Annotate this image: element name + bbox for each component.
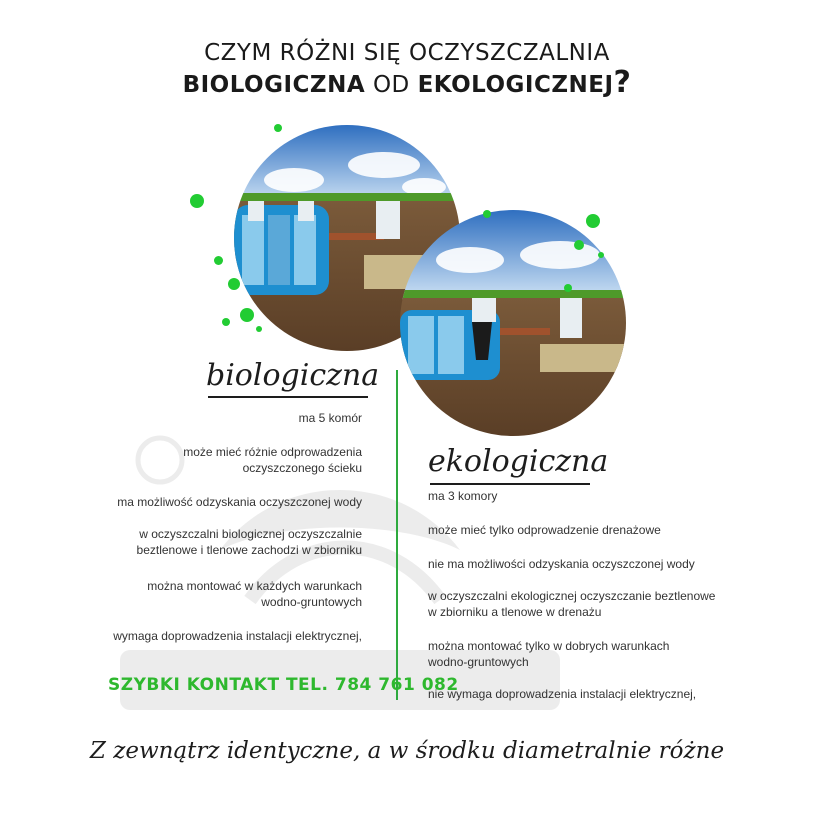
list-biologiczna (82, 410, 362, 650)
title-bold-biologiczna: BIOLOGICZNA (182, 72, 366, 98)
green-dot (222, 318, 230, 326)
green-dot (240, 308, 254, 322)
heading-biologiczna: biologiczna (206, 358, 380, 393)
green-dot (586, 214, 600, 228)
title-line-2 (0, 65, 814, 100)
list-item: można montować w każdych warunkach wodno-gruntowych (147, 579, 362, 609)
green-dot (483, 210, 491, 218)
list-item: może mieć tylko odprowadzenie drenażowe (428, 523, 661, 537)
green-dot (274, 124, 282, 132)
ecological-plant-illustration (400, 210, 626, 436)
heading-underline (208, 396, 368, 398)
title-question-mark: ? (613, 65, 632, 100)
list-item: wymaga doprowadzenia instalacji elektrycznej, (113, 629, 362, 643)
list-item: ma 3 komory (428, 489, 498, 503)
green-dot (598, 252, 604, 258)
green-dot (190, 194, 204, 208)
heading-ekologiczna: ekologiczna (428, 444, 609, 479)
footer-tagline: Z zewnątrz identyczne, a w środku diametralnie różne (89, 738, 725, 764)
list-item: może mieć różnie odprowadzenia oczyszczonego ścieku (183, 445, 362, 475)
list-item: ma 5 komór (298, 411, 362, 425)
heading-underline (430, 483, 590, 485)
page-title (0, 38, 814, 100)
green-dot (256, 326, 262, 332)
list-item: w oczyszczalni biologicznej oczyszczalnie beztlenowe i tlenowe zachodzi w zbiorniku (136, 527, 362, 557)
list-item: w oczyszczalni ekologicznej oczyszczanie beztlenowe w zbiorniku a tlenowe w drenażu (428, 589, 716, 619)
contact-phone[interactable]: SZYBKI KONTAKT TEL. 784 761 082 (108, 675, 459, 695)
green-dot (214, 256, 223, 265)
green-dot (228, 278, 240, 290)
list-item: można montować tylko w dobrych warunkach wodno-gruntowych (428, 639, 670, 669)
green-dot (564, 284, 572, 292)
center-divider (396, 370, 398, 700)
green-dot (574, 240, 584, 250)
list-item: nie wymaga doprowadzenia instalacji elektrycznej, (428, 687, 697, 701)
title-mid: OD (365, 72, 418, 98)
list-ekologiczna (428, 488, 728, 708)
list-item: nie ma możliwości odzyskania oczyszczonej wody (428, 557, 695, 571)
title-bold-ekologicznej: EKOLOGICZNEJ (417, 72, 614, 98)
list-item: ma możliwość odzyskania oczyszczonej wody (117, 495, 362, 509)
title-line-1: CZYM RÓŻNI SIĘ OCZYSZCZALNIA (204, 40, 610, 66)
